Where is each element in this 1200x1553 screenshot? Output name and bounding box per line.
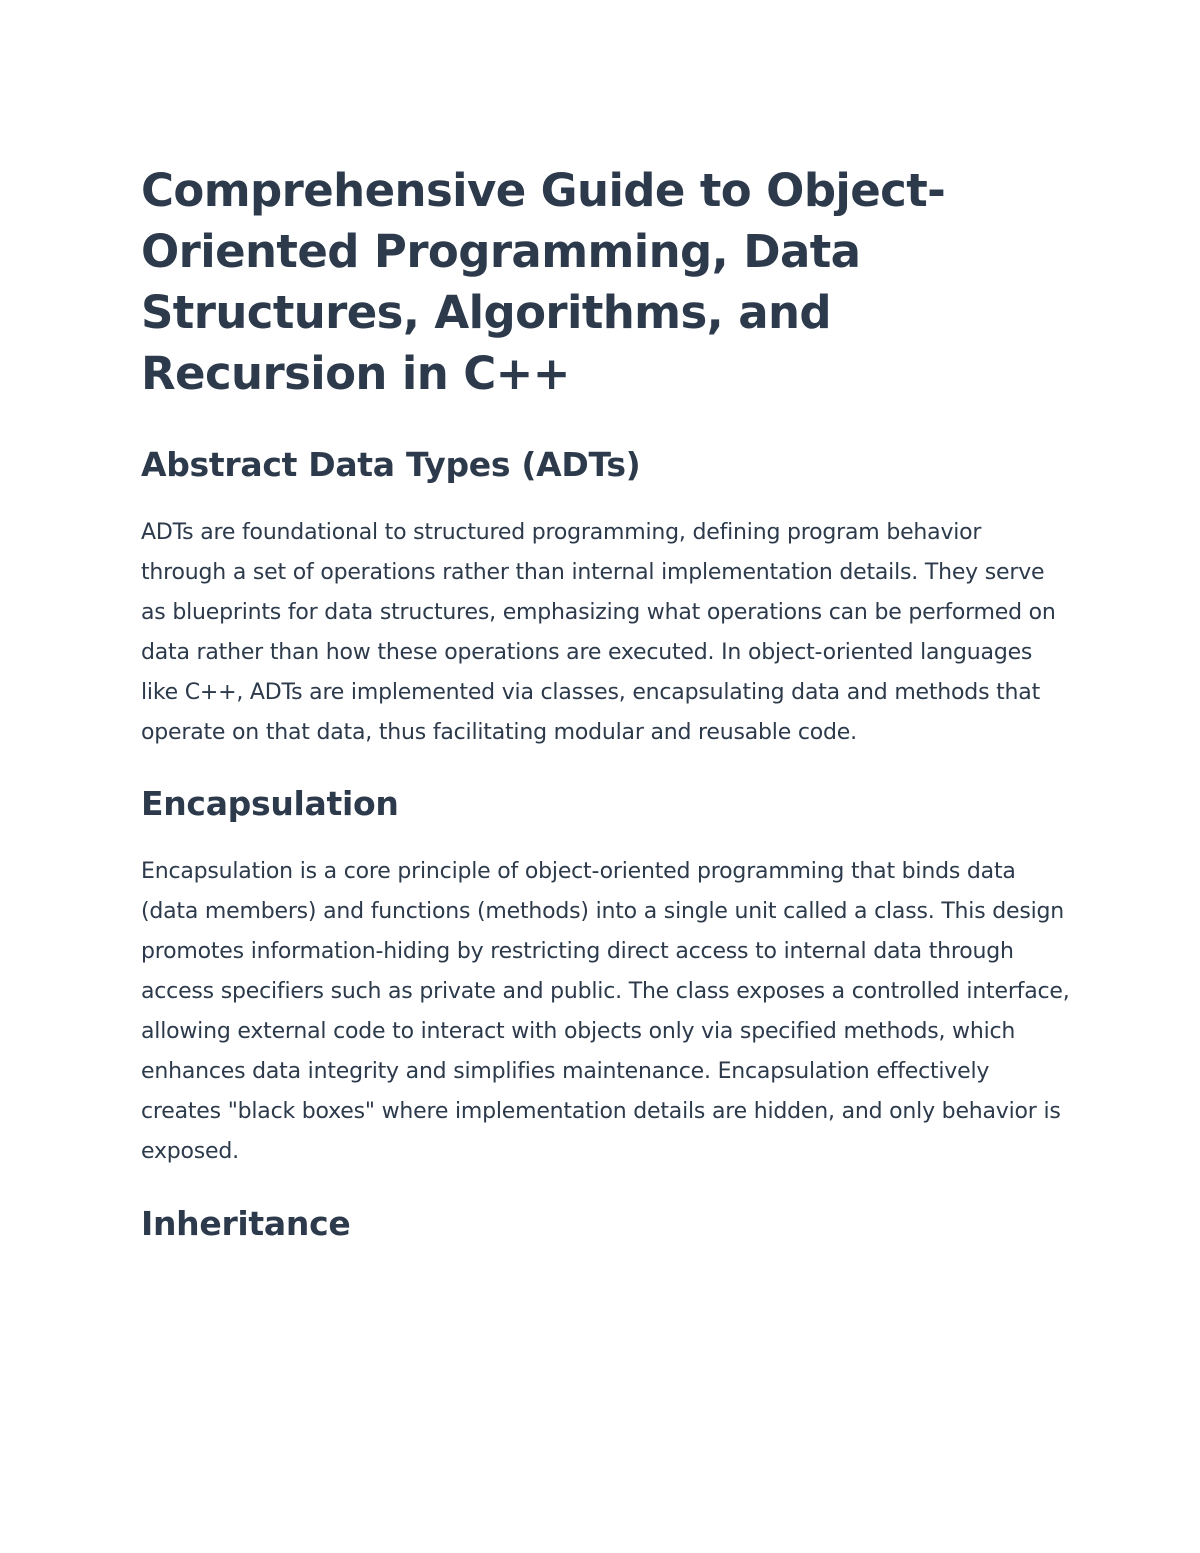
document-title: Comprehensive Guide to Object-Oriented Programming, Data Structures, Algorithms, and Recursion in C++ xyxy=(141,164,946,400)
document-page xyxy=(141,160,1071,1245)
section-heading-inheritance: Inheritance xyxy=(141,1204,351,1243)
section-body-encapsulation: Encapsulation is a core principle of object-oriented programming that binds data (data members) and functions (methods) into a single unit called a class. This design promotes information-hiding by restricting direct access to internal data through access specifiers such as private and public. The class exposes a controlled interface, allowing external code to interact with objects only via specified methods, which enhances data integrity and simplifies maintenance. Encapsulation effectively creates "black boxes" where implementation details are hidden, and only behavior is exposed. xyxy=(141,859,1070,1164)
section-heading-adts: Abstract Data Types (ADTs) xyxy=(141,445,641,484)
section-heading-encapsulation: Encapsulation xyxy=(141,784,399,823)
section-body-adts: ADTs are foundational to structured programming, defining program behavior through a set of operations rather than internal implementation details. They serve as blueprints for data structures, emphasizing what operations can be performed on data rather than how these operations are executed. In object-oriented languages like C++, ADTs are implemented via classes, encapsulating data and methods that operate on that data, thus facilitating modular and reusable code. xyxy=(141,520,1056,745)
